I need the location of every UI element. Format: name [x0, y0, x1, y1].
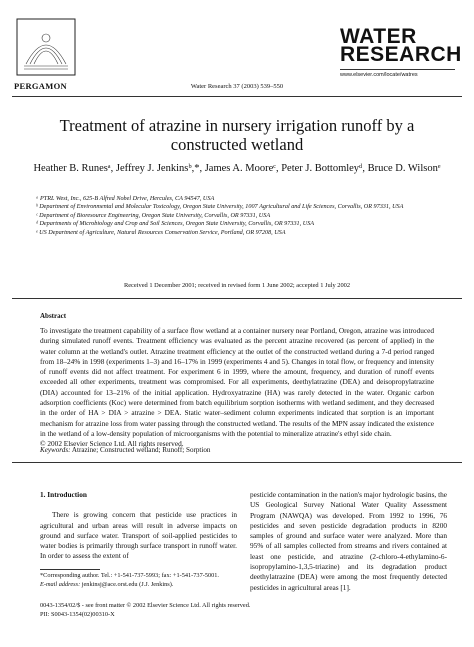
journal-logo	[340, 25, 462, 78]
affiliation-c: ᶜ Department of Bioresource Engineering, Oregon State University, Corvallis, OR 97331, USA	[36, 211, 271, 219]
abstract-top-divider	[12, 298, 462, 299]
pii-line: PII: S0043-1354(02)00310-X	[40, 610, 115, 618]
author-list: Heather B. Runesᵃ, Jeffrey J. Jenkinsᵇ,*, James A. Mooreᶜ, Peter J. Bottomleyᵈ, Bruce D. Wilsonᵉ	[33, 163, 441, 174]
journal-website[interactable]: www.elsevier.com/locate/watres	[340, 69, 455, 78]
affiliation-a: ᵃ PTRL West, Inc., 625-B Alfred Nobel Drive, Hercules, CA 94547, USA	[36, 195, 215, 202]
section-heading: 1. Introduction	[40, 490, 87, 499]
email-note	[40, 581, 240, 590]
email-address[interactable]: jenkinsj@ace.orst.edu (J.J. Jenkins).	[81, 580, 174, 588]
article-title: Treatment of atrazine in nursery irrigation runoff by a constructed wetland	[59, 116, 415, 154]
corresponding-author-note: *Corresponding author. Tel.: +1-541-737-5993; fax: +1-541-737-5001.	[40, 572, 219, 579]
received-dates: Received 1 December 2001; received in revised form 1 June 2002; accepted 1 July 2002	[123, 282, 351, 289]
email-label: E-mail address:	[40, 580, 81, 588]
paragraph: pesticide contamination in the nation's major hydrologic basins, the US Geological Survey National Water Quality Assessment Program (NAWQA) was developed. From 1992 to 1996, 76 pesticides and seven pesticide degradation products in 8200 samples of ground and surface water were analyzed. More than 95% of all samples collected from streams and rivers contained at least one pesticide, and atrazine (2-chloro-4-ethylamino-6-isopropylamino-1,3,5-triazine) and its degradation product deethylatrazine (DEA) were among the most frequently detected pesticides in agricultural areas [1].	[250, 490, 447, 592]
pergamon-logo	[16, 18, 76, 76]
affiliation-b: ᵇ Department of Environmental and Molecular Toxicology, Oregon State University, 1007 Agricultural and Life Sciences, Corvallis, OR 97331, USA	[36, 203, 404, 211]
abstract-heading: Abstract	[40, 312, 67, 320]
body-left-column	[40, 490, 237, 562]
copyright-notice: © 2002 Elsevier Science Ltd. All rights reserved.	[40, 439, 184, 449]
publisher-name: PERGAMON	[14, 81, 67, 91]
abstract-bottom-divider	[12, 462, 462, 463]
affiliation-e: ᵉ US Department of Agriculture, Natural Resources Conservation Service, Portland, OR 97208, USA	[36, 228, 286, 236]
affiliation-d: ᵈ Departments of Microbiology and Crop and Soil Sciences, Oregon State University, Corvallis, OR 97331, USA	[36, 220, 315, 228]
body-right-column	[250, 490, 447, 593]
footnote-divider	[40, 569, 100, 570]
paragraph: There is growing concern that pesticide use practices in agricultural and urban areas will result in adverse impacts on ground and surface water. Transport of soil-applied pesticides to water bodies is primarily through surface transport in runoff water. In order to assess the extent of	[40, 510, 237, 561]
footnotes	[40, 572, 240, 589]
abstract-text: To investigate the treatment capability of a surface flow wetland at a container nursery near Portland, Oregon, atrazine was introduced during simulated runoff events. Treatment efficiency was evaluated as the percent atrazine recovered (as percent of applied) in the water column at the wetland's outlet. Atrazine treatment efficiency at the outlet of the constructed wetland during a 7-d period ranged from 18–24% in 1998 (experiments 1–3) and 16–17% in 1999 (experiments 4 and 5). Changes in total flow, or frequency and intensity of runoff events did not affect treatment. For experiment 6 in 1999, where the amount, frequency, and duration of runoff events exceeded all other experiments, treatment was compromised. For all experiments, deethylatrazine (DEA) and deisopropylatrazine (DIA) accounted for 13–21% of the initial application. Hydroxyatrazine (HA) was rarely detected in the water. Organic carbon adsorption coefficients (Koc) were determined from batch equilibrium sorption isotherms with wetland sediment, and they decreased in the order of HA > DIA > atrazine > DEA. Static water–sediment column experiments indicated that sorption is an important mechanism for atrazine loss from water passing through the constructed wetland. The results of the MPN assay indicated the existence in the wetland of a low-density population of microorganisms with the potential to mineralize atrazine's ethyl side chain.	[40, 326, 434, 438]
page-footer	[40, 602, 250, 619]
issn-line: 0043-1354/02/$ - see front matter © 2002 Elsevier Science Ltd. All rights reserved.	[40, 602, 251, 609]
keywords	[40, 446, 434, 454]
journal-logo-line1: WATER	[340, 25, 417, 48]
keywords-value: Atrazine; Constructed wetland; Runoff; Sorption	[71, 446, 211, 454]
abstract-body	[40, 326, 434, 450]
affiliations	[30, 195, 444, 237]
journal-citation: Water Research 37 (2003) 539–550	[190, 83, 284, 90]
journal-logo-line2: RESEARCH	[340, 43, 462, 66]
keywords-label: Keywords:	[40, 446, 71, 454]
header-divider	[12, 96, 462, 97]
